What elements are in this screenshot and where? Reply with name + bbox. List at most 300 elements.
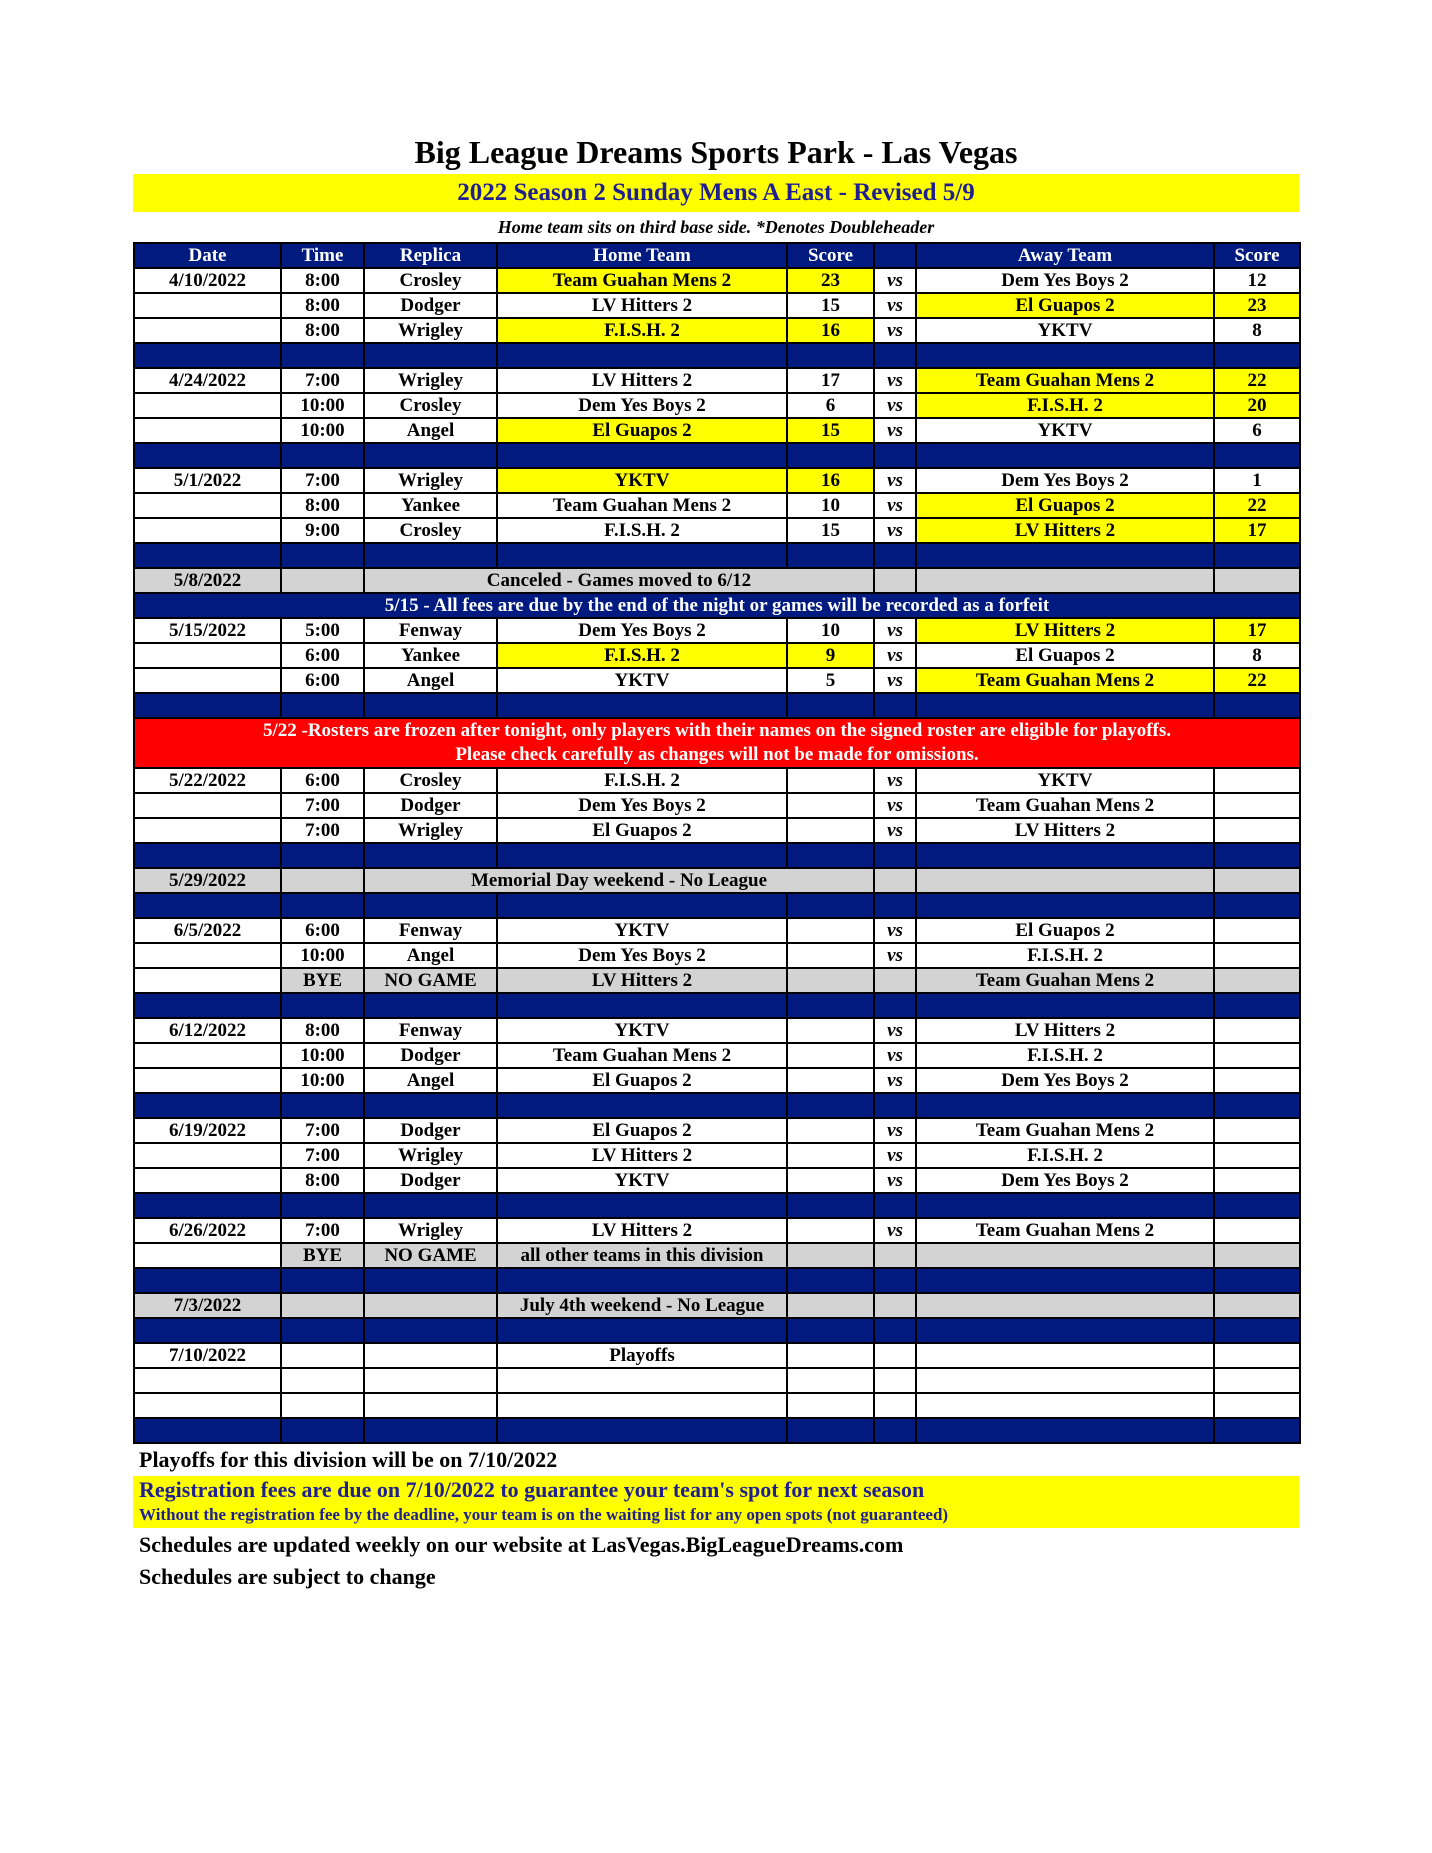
away-score [1214,768,1300,793]
away-team: Team Guahan Mens 2 [916,668,1214,693]
away-team: F.I.S.H. 2 [916,943,1214,968]
game-date: 7/3/2022 [134,1293,281,1318]
vs-label: vs [874,318,916,343]
column-header: Date [134,243,281,268]
separator-cell [134,1093,281,1118]
game-time: 7:00 [281,1118,364,1143]
separator-cell [497,443,787,468]
separator-cell [1214,1093,1300,1118]
table-cell [874,868,916,893]
game-time: 8:00 [281,268,364,293]
column-header: Score [787,243,874,268]
separator-cell [874,843,916,868]
registration-fee-box [133,1476,1299,1528]
table-cell [364,1343,497,1368]
game-row [134,1218,1300,1243]
bye-label: BYE [281,968,364,993]
table-cell [1214,1343,1300,1368]
game-field: Crosley [364,393,497,418]
roster-notice [134,718,1300,768]
separator-row [134,893,1300,918]
separator-cell [364,1318,497,1343]
away-team: YKTV [916,318,1214,343]
game-date: 6/26/2022 [134,1218,281,1243]
away-score: 20 [1214,393,1300,418]
home-team: Dem Yes Boys 2 [497,943,787,968]
game-time: 8:00 [281,493,364,518]
table-cell [134,1393,281,1418]
separator-cell [281,1193,364,1218]
separator-cell [1214,1193,1300,1218]
separator-cell [281,843,364,868]
separator-row [134,843,1300,868]
table-cell [364,1293,497,1318]
table-cell [134,968,281,993]
home-team: Dem Yes Boys 2 [497,393,787,418]
table-cell [281,1343,364,1368]
separator-cell [874,693,916,718]
home-team: LV Hitters 2 [497,1143,787,1168]
home-score: 15 [787,518,874,543]
separator-cell [497,1318,787,1343]
table-cell [134,1143,281,1168]
column-header: Home Team [497,243,787,268]
home-score [787,1043,874,1068]
home-team: LV Hitters 2 [497,293,787,318]
bye-team: LV Hitters 2 [497,968,787,993]
vs-label: vs [874,768,916,793]
separator-row [134,1193,1300,1218]
bye-label: BYE [281,1243,364,1268]
separator-cell [874,343,916,368]
table-cell [281,1293,364,1318]
vs-label: vs [874,493,916,518]
table-cell [134,818,281,843]
table-cell [874,968,916,993]
separator-cell [787,343,874,368]
separator-cell [874,1318,916,1343]
home-score [787,943,874,968]
vs-label: vs [874,468,916,493]
game-field: Dodger [364,1043,497,1068]
home-team: Team Guahan Mens 2 [497,493,787,518]
table-cell [134,518,281,543]
separator-cell [281,1093,364,1118]
table-cell [281,868,364,893]
roster-notice-row [134,718,1300,768]
table-cell [134,1043,281,1068]
table-cell [874,1368,916,1393]
home-team: El Guapos 2 [497,818,787,843]
separator-cell [134,1193,281,1218]
home-score: 10 [787,493,874,518]
separator-cell [916,1318,1214,1343]
game-time: 6:00 [281,768,364,793]
away-score: 22 [1214,368,1300,393]
game-row [134,293,1300,318]
table-cell [281,1368,364,1393]
away-team: YKTV [916,418,1214,443]
registration-fee-warning: Without the registration fee by the deadline, your team is on the waiting list for any open spots (not guaranteed) [139,1505,949,1524]
away-score: 17 [1214,518,1300,543]
game-field: Crosley [364,768,497,793]
separator-cell [916,443,1214,468]
bye-row [134,968,1300,993]
no-league-row [134,868,1300,893]
game-row [134,393,1300,418]
table-cell [134,793,281,818]
game-field: Angel [364,418,497,443]
home-score [787,1143,874,1168]
home-team: YKTV [497,668,787,693]
table-cell [281,568,364,593]
separator-cell [1214,1418,1300,1443]
page-title: Big League Dreams Sports Park - Las Vegas [414,134,1018,170]
away-score [1214,1043,1300,1068]
table-cell [364,1368,497,1393]
fees-notice-row [134,593,1300,618]
home-team: El Guapos 2 [497,1118,787,1143]
separator-cell [364,543,497,568]
table-cell [787,1243,874,1268]
table-cell [787,1393,874,1418]
separator-cell [281,1268,364,1293]
away-score [1214,1068,1300,1093]
column-header: Replica [364,243,497,268]
game-row [134,1018,1300,1043]
separator-cell [916,1193,1214,1218]
bye-row [134,1243,1300,1268]
away-team: Team Guahan Mens 2 [916,1118,1214,1143]
separator-cell [916,693,1214,718]
game-row [134,793,1300,818]
away-team: LV Hitters 2 [916,1018,1214,1043]
separator-cell [364,993,497,1018]
no-league-text: Memorial Day weekend - No League [364,868,874,893]
separator-cell [281,443,364,468]
away-score [1214,818,1300,843]
schedule-page [133,130,1299,1592]
vs-label: vs [874,268,916,293]
away-team: Team Guahan Mens 2 [916,793,1214,818]
game-field: Angel [364,668,497,693]
header-row [134,243,1300,268]
table-cell [1214,1293,1300,1318]
separator-cell [134,443,281,468]
game-field: Angel [364,943,497,968]
table-cell [134,318,281,343]
separator-cell [364,343,497,368]
game-field: Crosley [364,268,497,293]
table-cell [874,568,916,593]
game-row [134,668,1300,693]
registration-fee-deadline: Registration fees are due on 7/10/2022 to guarantee your team's spot for next season [139,1477,925,1502]
game-date: 4/24/2022 [134,368,281,393]
table-cell [364,1393,497,1418]
column-header: Away Team [916,243,1214,268]
away-score: 12 [1214,268,1300,293]
column-header: Score [1214,243,1300,268]
home-score: 6 [787,393,874,418]
game-time: 7:00 [281,818,364,843]
vs-label: vs [874,293,916,318]
vs-label: vs [874,1018,916,1043]
game-time: 7:00 [281,1218,364,1243]
separator-cell [281,1418,364,1443]
away-score [1214,943,1300,968]
game-field: Fenway [364,918,497,943]
table-cell [1214,1243,1300,1268]
game-field: Angel [364,1068,497,1093]
home-score: 23 [787,268,874,293]
separator-cell [497,1268,787,1293]
game-row [134,768,1300,793]
game-date: 6/12/2022 [134,1018,281,1043]
separator-row [134,443,1300,468]
home-score: 15 [787,293,874,318]
away-score: 6 [1214,418,1300,443]
table-cell [787,1293,874,1318]
vs-label: vs [874,643,916,668]
game-row [134,1143,1300,1168]
separator-cell [916,1093,1214,1118]
vs-label: vs [874,1118,916,1143]
separator-cell [787,1193,874,1218]
game-field: Wrigley [364,1143,497,1168]
table-cell [134,668,281,693]
game-time: 9:00 [281,518,364,543]
game-row [134,1118,1300,1143]
separator-cell [281,543,364,568]
game-row [134,368,1300,393]
separator-row [134,993,1300,1018]
game-field: Yankee [364,493,497,518]
vs-label: vs [874,618,916,643]
away-score [1214,1118,1300,1143]
table-cell [134,1168,281,1193]
away-team: Team Guahan Mens 2 [916,368,1214,393]
separator-row [134,693,1300,718]
table-cell [134,293,281,318]
home-score [787,1218,874,1243]
home-score: 16 [787,468,874,493]
separator-cell [497,343,787,368]
separator-cell [364,893,497,918]
separator-cell [497,843,787,868]
away-team: El Guapos 2 [916,918,1214,943]
away-team: Dem Yes Boys 2 [916,468,1214,493]
table-cell [916,1368,1214,1393]
no-league-row [134,1293,1300,1318]
home-team: YKTV [497,1018,787,1043]
game-date: 5/8/2022 [134,568,281,593]
separator-cell [364,1268,497,1293]
table-cell [134,643,281,668]
separator-cell [874,1193,916,1218]
separator-cell [1214,1318,1300,1343]
separator-cell [916,993,1214,1018]
game-field: Dodger [364,1168,497,1193]
game-time: 6:00 [281,918,364,943]
table-cell [1214,968,1300,993]
game-time: 10:00 [281,943,364,968]
season-subtitle: 2022 Season 2 Sunday Mens A East - Revised 5/9 [133,174,1299,212]
separator-row [134,1318,1300,1343]
away-team: El Guapos 2 [916,293,1214,318]
away-team: Dem Yes Boys 2 [916,268,1214,293]
vs-label: vs [874,1168,916,1193]
game-field: Crosley [364,518,497,543]
away-score: 8 [1214,643,1300,668]
separator-cell [787,693,874,718]
game-row [134,1043,1300,1068]
separator-cell [1214,443,1300,468]
vs-label: vs [874,1218,916,1243]
away-team: F.I.S.H. 2 [916,1143,1214,1168]
separator-cell [916,1268,1214,1293]
separator-cell [787,543,874,568]
separator-cell [497,1193,787,1218]
table-cell [787,1343,874,1368]
separator-cell [281,893,364,918]
separator-cell [916,1418,1214,1443]
game-field: Fenway [364,618,497,643]
separator-cell [134,1418,281,1443]
away-score [1214,793,1300,818]
website-note: Schedules are updated weekly on our website at LasVegas.BigLeagueDreams.com [139,1532,904,1557]
game-row [134,318,1300,343]
away-team: El Guapos 2 [916,493,1214,518]
column-header [874,243,916,268]
separator-cell [874,1268,916,1293]
bye-team: Team Guahan Mens 2 [916,968,1214,993]
game-row [134,518,1300,543]
table-cell [134,1243,281,1268]
vs-label: vs [874,668,916,693]
canceled-row [134,568,1300,593]
separator-cell [1214,893,1300,918]
separator-cell [787,1318,874,1343]
vs-label: vs [874,368,916,393]
away-score: 22 [1214,493,1300,518]
vs-label: vs [874,518,916,543]
table-cell [916,1393,1214,1418]
separator-row [134,343,1300,368]
away-score: 23 [1214,293,1300,318]
game-field: Dodger [364,793,497,818]
vs-label: vs [874,818,916,843]
game-time: 7:00 [281,1143,364,1168]
game-row [134,268,1300,293]
table-cell [1214,1393,1300,1418]
home-score: 17 [787,368,874,393]
away-score [1214,1143,1300,1168]
change-note: Schedules are subject to change [139,1564,436,1589]
no-game-label: NO GAME [364,1243,497,1268]
separator-cell [134,1318,281,1343]
separator-cell [497,1418,787,1443]
game-date: 6/19/2022 [134,1118,281,1143]
home-team: YKTV [497,468,787,493]
separator-cell [787,843,874,868]
table-cell [497,1368,787,1393]
game-field: Wrigley [364,318,497,343]
empty-row [134,1393,1300,1418]
separator-cell [497,893,787,918]
separator-cell [787,1418,874,1443]
table-cell [874,1243,916,1268]
separator-cell [1214,343,1300,368]
game-field: Wrigley [364,1218,497,1243]
away-team: F.I.S.H. 2 [916,393,1214,418]
away-team: LV Hitters 2 [916,818,1214,843]
vs-label: vs [874,418,916,443]
game-date: 6/5/2022 [134,918,281,943]
game-row [134,818,1300,843]
separator-cell [916,543,1214,568]
separator-cell [134,843,281,868]
home-score: 16 [787,318,874,343]
fees-notice: 5/15 - All fees are due by the end of the night or games will be recorded as a forfeit [134,593,1300,618]
separator-cell [1214,1268,1300,1293]
home-score [787,818,874,843]
home-score [787,1118,874,1143]
home-team: YKTV [497,1168,787,1193]
game-row [134,643,1300,668]
table-cell [134,943,281,968]
table-cell [134,418,281,443]
separator-cell [281,693,364,718]
away-team: Dem Yes Boys 2 [916,1168,1214,1193]
no-league-text: July 4th weekend - No League [497,1293,787,1318]
table-cell [787,968,874,993]
game-time: 8:00 [281,293,364,318]
home-team: F.I.S.H. 2 [497,768,787,793]
vs-label: vs [874,943,916,968]
separator-row [134,1418,1300,1443]
separator-row [134,1093,1300,1118]
separator-cell [1214,843,1300,868]
separator-cell [497,1093,787,1118]
table-cell [787,1368,874,1393]
separator-cell [281,993,364,1018]
separator-cell [874,1093,916,1118]
table-cell [134,1368,281,1393]
separator-cell [364,1193,497,1218]
away-team: LV Hitters 2 [916,618,1214,643]
game-field: Wrigley [364,818,497,843]
game-time: 5:00 [281,618,364,643]
separator-cell [787,1093,874,1118]
separator-cell [1214,993,1300,1018]
game-row [134,1168,1300,1193]
game-time: 8:00 [281,1168,364,1193]
home-score [787,768,874,793]
game-time: 10:00 [281,1068,364,1093]
game-time: 7:00 [281,793,364,818]
table-cell [1214,1368,1300,1393]
home-score [787,918,874,943]
separator-cell [916,893,1214,918]
table-cell [281,1393,364,1418]
separator-cell [497,693,787,718]
game-time: 6:00 [281,668,364,693]
separator-cell [497,993,787,1018]
game-field: Wrigley [364,468,497,493]
column-header: Time [281,243,364,268]
separator-cell [281,343,364,368]
away-score: 8 [1214,318,1300,343]
